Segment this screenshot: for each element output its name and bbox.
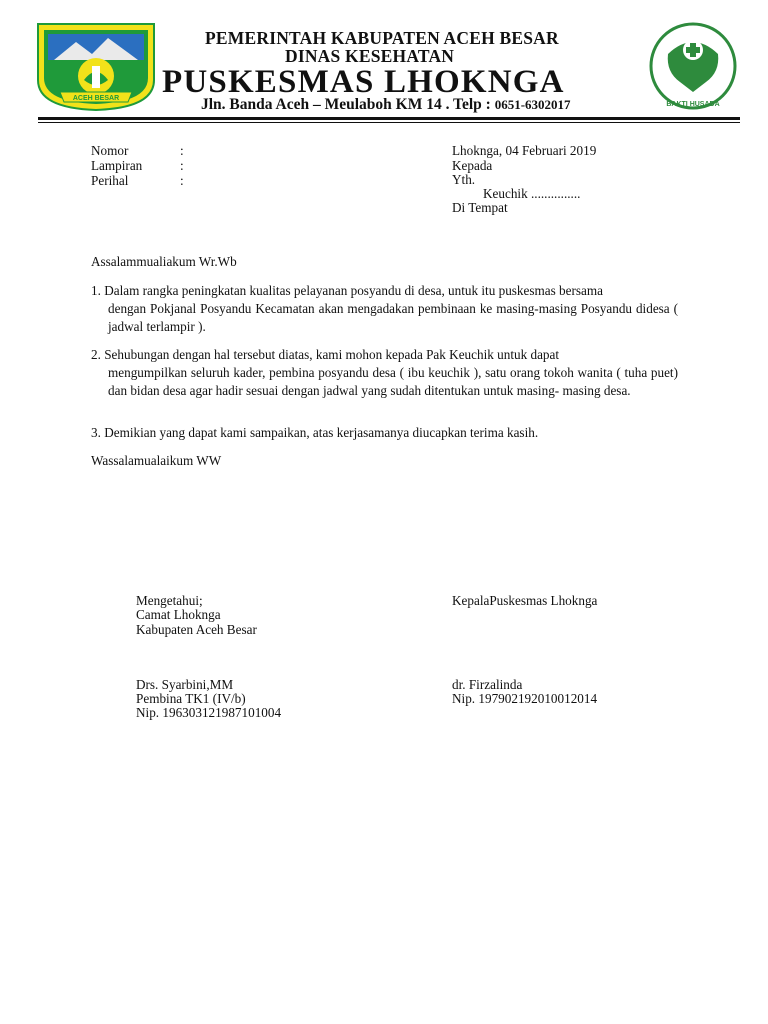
lampiran-label: Lampiran — [91, 158, 143, 173]
sig-left-mengetahui: Mengetahui; — [136, 593, 203, 608]
phone-number: 0651-6302017 — [494, 97, 571, 112]
closing-salutation: Wassalamualaikum WW — [91, 453, 222, 468]
recipient-place: Di Tempat — [452, 200, 508, 215]
paragraph-2-first-line: 2. Sehubungan dengan hal tersebut diatas, kami mohon kepada Pak Keuchik untuk dapat — [91, 347, 560, 362]
recipient-kepada: Kepada — [452, 158, 493, 173]
sig-right-nip: Nip. 197902192010012014 — [452, 691, 598, 706]
sig-left-office: Camat Lhoknga — [136, 607, 221, 622]
perihal-label: Perihal — [91, 173, 129, 188]
aceh-besar-logo — [36, 20, 156, 112]
sig-left-name: Drs. Syarbini,MM — [136, 677, 234, 692]
header-rule-thin — [38, 122, 740, 123]
paragraph-2-rest: mengumpilkan seluruh kader, pembina posyandu desa ( ibu keuchik ), satu orang tokoh wanita ( tuha puet) dan bidan desa agar hadir sesuai dengan jadwal yang sudah ditentukan untuk masing- masing desa. — [108, 365, 678, 398]
header-puskesmas: PUSKESMAS LHOKNGA — [162, 64, 565, 100]
address-text: Jln. Banda Aceh – Meulaboh KM 14 . Telp : — [201, 96, 495, 113]
paragraph-2 — [91, 346, 678, 400]
recipient-name: Keuchik ............... — [483, 186, 581, 201]
paragraph-1-rest: dengan Pokjanal Posyandu Kecamatan akan mengadakan pembinaan ke masing-masing Posyandu didesa ( jadwal terlampir ). — [108, 301, 678, 334]
sig-left-rank: Pembina TK1 (IV/b) — [136, 691, 246, 706]
paragraph-1 — [91, 282, 678, 336]
header-address — [201, 96, 571, 114]
sig-right-title: KepalaPuskesmas Lhoknga — [452, 593, 598, 608]
header-rule-thick — [38, 117, 740, 120]
nomor-label: Nomor — [91, 143, 129, 158]
header-department: DINAS KESEHATAN — [285, 46, 455, 66]
paragraph-3: 3. Demikian yang dapat kami sampaikan, atas kerjasamanya diucapkan terima kasih. — [91, 425, 539, 440]
header-government: PEMERINTAH KABUPATEN ACEH BESAR — [205, 28, 559, 48]
bakti-husada-logo-text: BAKTI HUSADA — [666, 101, 720, 108]
sig-right-name: dr. Firzalinda — [452, 677, 523, 692]
lampiran-colon: : — [180, 158, 184, 173]
greeting: Assalammualiakum Wr.Wb — [91, 254, 237, 269]
letter-date: Lhoknga, 04 Februari 2019 — [452, 143, 597, 158]
bakti-husada-logo — [648, 20, 738, 112]
nomor-colon: : — [180, 143, 184, 158]
paragraph-1-first-line: 1. Dalam rangka peningkatan kualitas pelayanan posyandu di desa, untuk itu puskesmas bersama — [91, 283, 603, 298]
perihal-colon: : — [180, 173, 184, 188]
sig-left-region: Kabupaten Aceh Besar — [136, 622, 257, 637]
sig-left-nip: Nip. 196303121987101004 — [136, 705, 282, 720]
aceh-besar-logo-text: ACEH BESAR — [72, 95, 120, 102]
recipient-yth: Yth. — [452, 172, 476, 187]
